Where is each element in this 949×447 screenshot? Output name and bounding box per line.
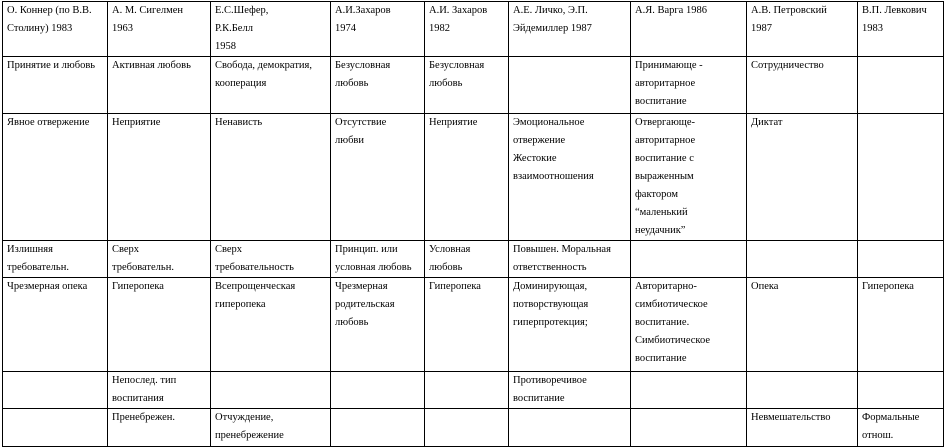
table-cell: Повышен. Моральная ответственность xyxy=(509,241,631,278)
table-cell xyxy=(331,409,425,447)
table-cell: Эмоциональное отвержение Жестокие взаимоотношения xyxy=(509,114,631,241)
table-cell: Безусловная любовь xyxy=(425,57,509,114)
table-cell: Активная любовь xyxy=(108,57,211,114)
table-cell: Принцип. или условная любовь xyxy=(331,241,425,278)
table-header-row xyxy=(3,2,944,57)
comparison-table xyxy=(2,1,944,447)
header-cell-petrovsky: А.В. Петровский 1987 xyxy=(747,2,858,57)
table-cell: Чрезмерная опека xyxy=(3,278,108,372)
table-cell xyxy=(3,409,108,447)
table-cell: Диктат xyxy=(747,114,858,241)
table-cell: Чрезмерная родительская любовь xyxy=(331,278,425,372)
table-cell: Безусловная любовь xyxy=(331,57,425,114)
table-row xyxy=(3,57,944,114)
table-cell: Невмешательство xyxy=(747,409,858,447)
table-row xyxy=(3,278,944,372)
table-cell xyxy=(509,409,631,447)
header-cell-lichko-eidemiller: А.Е. Личко, Э.П. Эйдемиллер 1987 xyxy=(509,2,631,57)
table-row xyxy=(3,114,944,241)
table-cell: Сверх требовательность xyxy=(211,241,331,278)
table-cell: Сверх требовательн. xyxy=(108,241,211,278)
table-cell: Формальные отнош. xyxy=(858,409,944,447)
table-cell xyxy=(3,372,108,409)
table-cell xyxy=(425,372,509,409)
table-cell: Условная любовь xyxy=(425,241,509,278)
table-cell xyxy=(858,114,944,241)
table-cell xyxy=(858,241,944,278)
table-cell xyxy=(211,372,331,409)
header-cell-levkovich: В.П. Левкович 1983 xyxy=(858,2,944,57)
table-row xyxy=(3,241,944,278)
table-cell: Гиперопека xyxy=(858,278,944,372)
table-cell xyxy=(858,372,944,409)
header-cell-zakharov-1982: А.И. Захаров 1982 xyxy=(425,2,509,57)
table-cell: Принимающе - авторитарное воспитание xyxy=(631,57,747,114)
table-cell: Непослед. тип воспитания xyxy=(108,372,211,409)
table-cell: Принятие и любовь xyxy=(3,57,108,114)
table-cell: Отвергающе- авторитарное воспитание с выраженным фактором “маленький неудачник” xyxy=(631,114,747,241)
table-cell: Сотрудничество xyxy=(747,57,858,114)
table-cell xyxy=(858,57,944,114)
header-cell-conner: О. Коннер (по В.В. Столину) 1983 xyxy=(3,2,108,57)
table-cell: Неприятие xyxy=(108,114,211,241)
table-cell: Свобода, демократия, кооперация xyxy=(211,57,331,114)
table-cell: Явное отвержение xyxy=(3,114,108,241)
table-cell xyxy=(747,241,858,278)
header-cell-zakharov-1974: А.И.Захаров 1974 xyxy=(331,2,425,57)
header-cell-schaefer-bell: Е.С.Шефер, Р.К.Белл 1958 xyxy=(211,2,331,57)
table-cell: Всепрощенческая гиперопека xyxy=(211,278,331,372)
table-cell: Пренебрежен. xyxy=(108,409,211,447)
table-cell xyxy=(331,372,425,409)
table-cell: Гиперопека xyxy=(425,278,509,372)
table-cell xyxy=(509,57,631,114)
table-cell: Опека xyxy=(747,278,858,372)
table-row xyxy=(3,372,944,409)
table-cell: Неприятие xyxy=(425,114,509,241)
table-cell xyxy=(747,372,858,409)
table-cell xyxy=(631,409,747,447)
table-cell xyxy=(631,241,747,278)
table-cell: Излишняя требовательн. xyxy=(3,241,108,278)
table-cell: Противоречивое воспитание xyxy=(509,372,631,409)
table-cell: Доминирующая, потворствующая гиперпротекция; xyxy=(509,278,631,372)
table-cell xyxy=(425,409,509,447)
header-cell-sigelman: А. М. Сигелмен 1963 xyxy=(108,2,211,57)
table-cell: Ненависть xyxy=(211,114,331,241)
table-cell: Авторитарно- симбиотическое воспитание. Симбиотическое воспитание xyxy=(631,278,747,372)
table-cell xyxy=(631,372,747,409)
table-row xyxy=(3,409,944,447)
table-cell: Гиперопека xyxy=(108,278,211,372)
header-cell-varga: А.Я. Варга 1986 xyxy=(631,2,747,57)
table-cell: Отчуждение, пренебрежение xyxy=(211,409,331,447)
table-cell: Отсутствие любви xyxy=(331,114,425,241)
